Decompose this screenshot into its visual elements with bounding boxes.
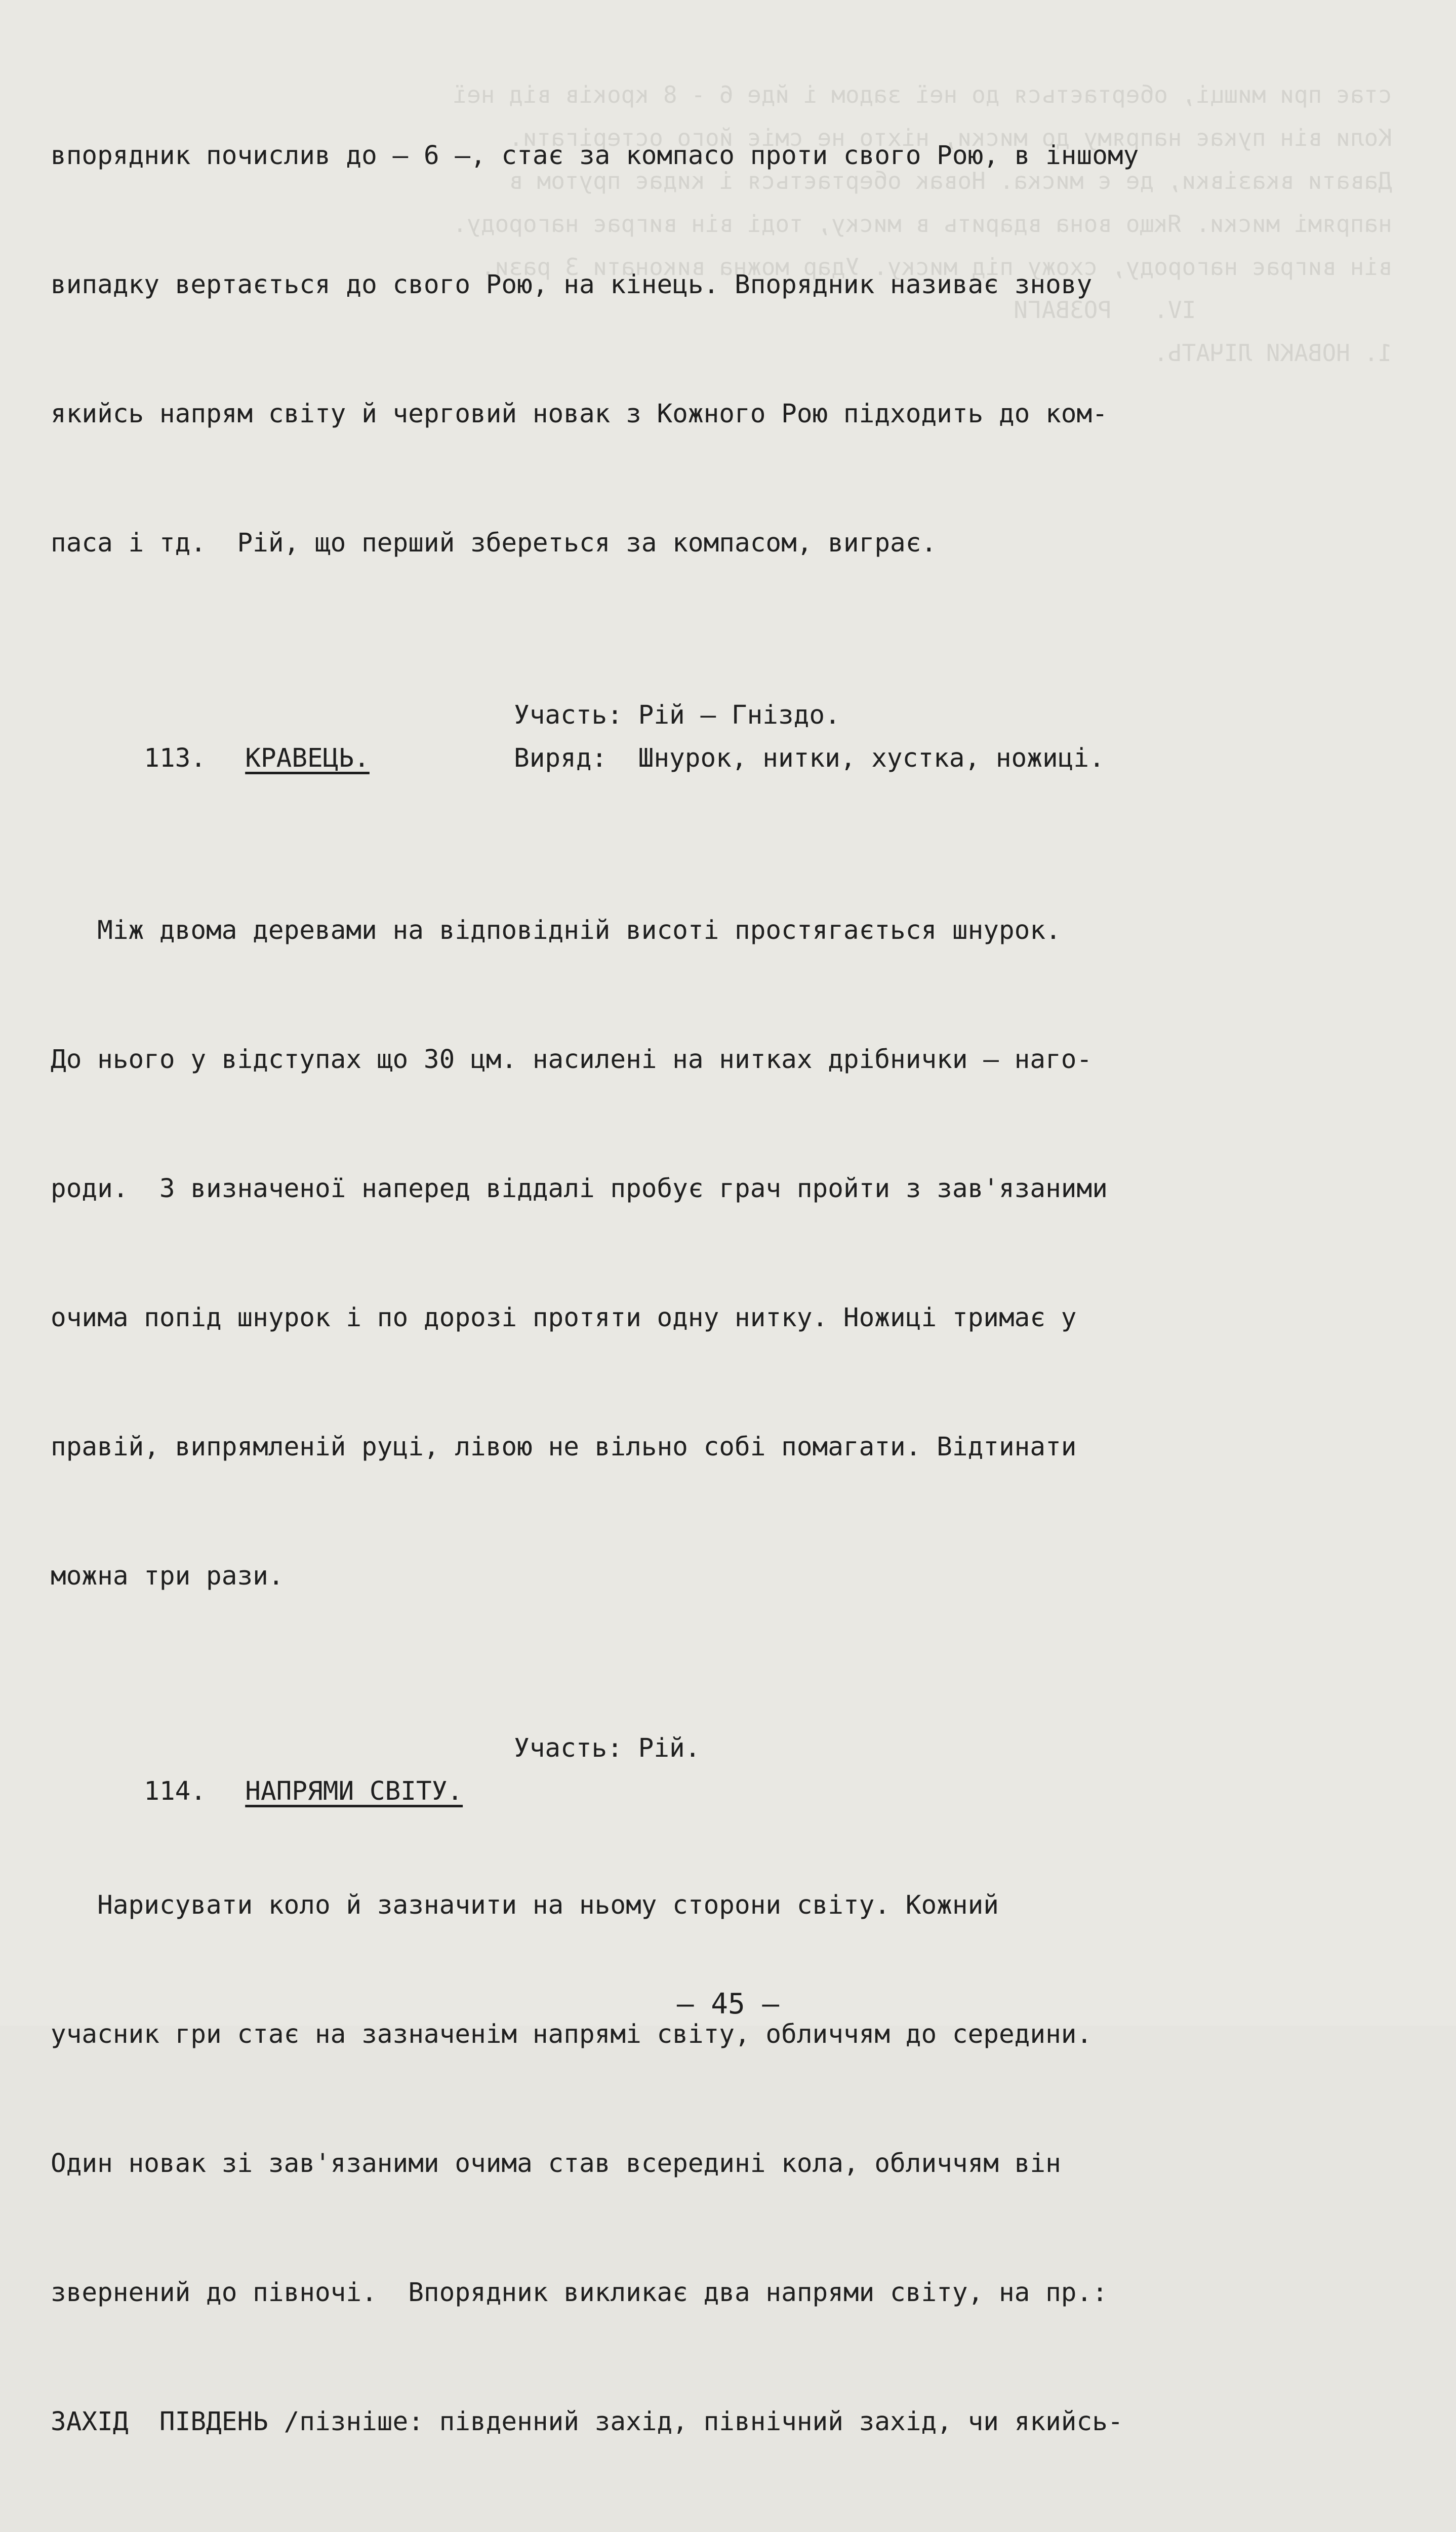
text-line: Між двома деревами на відповідній висоті простягається шнурок. <box>51 916 1061 945</box>
game-heading-114 <box>51 1727 1428 1806</box>
game-number: 113. <box>144 743 207 773</box>
game-description-114 <box>51 1798 1428 2532</box>
text-line: можна три рази. <box>51 1561 284 1591</box>
text-line: роди. З визначеної наперед віддалі пробує грач пройти з зав'язаними <box>51 1174 1108 1204</box>
game-participation: Участь: Рій – Гніздо. <box>514 700 840 730</box>
intro-paragraph <box>51 48 1428 651</box>
text-line: випадку вертається до свого Рою, на кінець. Впорядник називає знову <box>51 270 1093 300</box>
game-title: КРАВЕЦЬ. <box>245 743 370 773</box>
game-description-113 <box>51 823 1428 1684</box>
text-line <box>51 2529 1428 2532</box>
game-participation: Участь: Рій. <box>514 1733 701 1763</box>
text-line: звернений до півночі. Впорядник викликає два напрями світу, на пр.: <box>51 2278 1108 2308</box>
text-line: правій, випрямленій руці, лівою не вільно собі помагати. Відтинати <box>51 1432 1077 1462</box>
text-line: впорядник почислив до – 6 –, стає за компасо проти свого Рою, в іншому <box>51 141 1139 171</box>
text-line: До нього у відступах що 30 цм. насилені на нитках дрібнички – наго- <box>51 1045 1093 1075</box>
text-line: паса і тд. Рій, що перший збереться за компасом, виграє. <box>51 528 937 558</box>
text-line: очима попід шнурок і по дорозі протяти одну нитку. Ножиці тримає у <box>51 1303 1077 1333</box>
game-equipment: Виряд: Шнурок, нитки, хустка, ножиці. <box>514 743 1105 773</box>
document-body <box>51 48 1428 2532</box>
text-line: Нарисувати коло й зазначити на ньому сторони світу. Кожний <box>51 1890 999 1920</box>
game-number: 114. <box>144 1776 207 1806</box>
text-line: якийсь напрям світу й черговий новак з Кожного Рою підходить до ком- <box>51 399 1108 429</box>
bleed-through-text: стає при мишці, обертається до неї задом і йде 6 - 8 кроків від неї Коли він пукає напряму до миски, ніхто не сміє його остерігати. Давати вказівки, де є миска. Новак обертається і кидає прутом в напрямі миски. Якщо вона вдарить в миску, тоді він виграє нагороду. він виграє нагороду, схожу під миску. Удар можна виконати 3 рази. IV. РОЗВАГИ 1. НОВАКИ ЛІЧАТЬ. <box>453 81 1392 367</box>
game-title: НАПРЯМИ СВІТУ. <box>245 1776 463 1806</box>
text-line: Один новак зі зав'язаними очима став всередині кола, обличчям він <box>51 2149 1061 2179</box>
text-line: учасник гри стає на зазначенім напрямі світу, обличчям до середини. <box>51 2020 1093 2049</box>
page-number: – 45 – <box>676 1988 780 2021</box>
text-line: ЗАХІД ПІВДЕНЬ /пізніше: південний захід, північний захід, чи якийсь- <box>51 2407 1123 2437</box>
